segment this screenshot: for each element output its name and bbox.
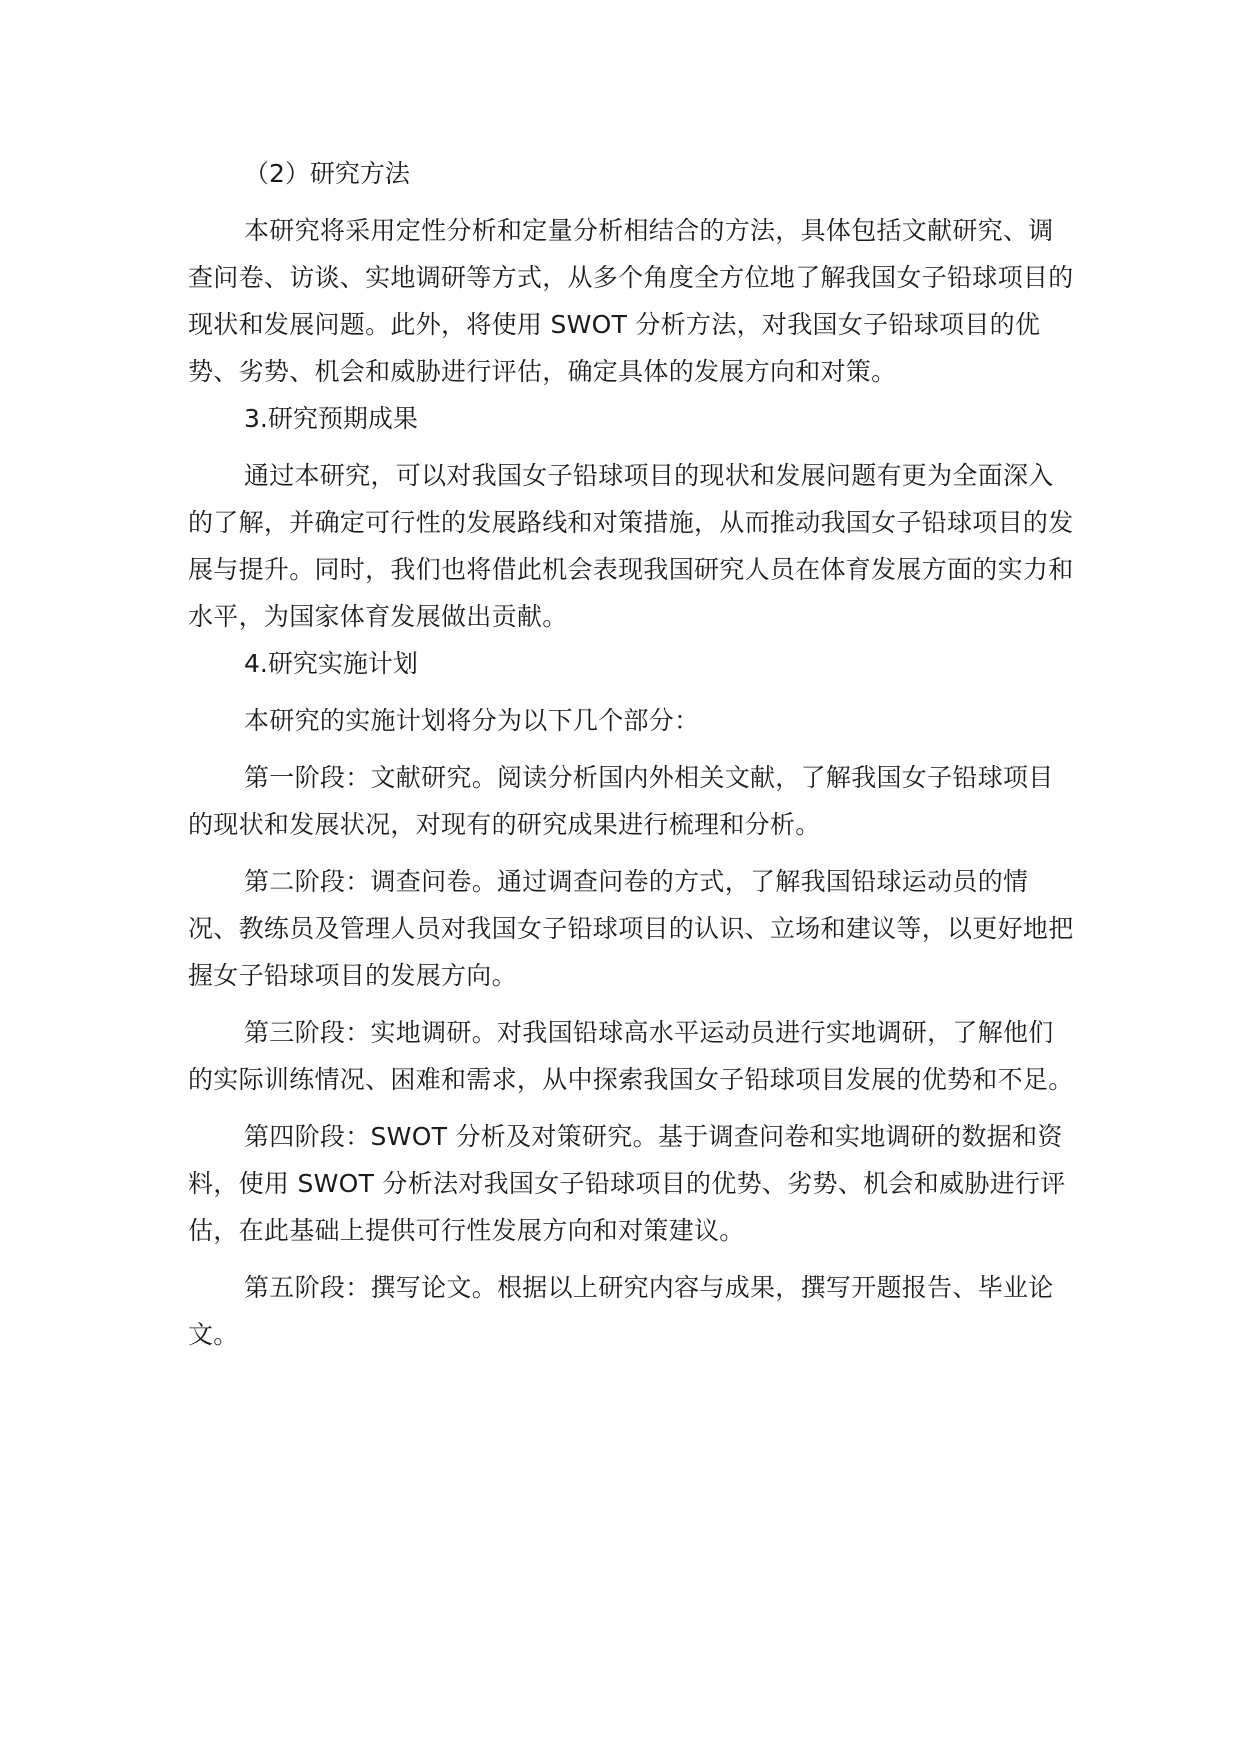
paragraph-stage-2: 第二阶段：调查问卷。通过调查问卷的方式，了解我国铅球运动员的情况、教练员及管理人员对我国女子铅球项目的认识、立场和建议等，以更好地把握女子铅球项目的发展方向。 [188, 867, 1074, 990]
section-heading-expected-results: 3.研究预期成果 [244, 404, 418, 433]
paragraph-expected-results: 通过本研究，可以对我国女子铅球项目的现状和发展问题有更为全面深入的了解，并确定可行性的发展路线和对策措施，从而推动我国女子铅球项目的发展与提升。同时，我们也将借此机会表现我国研究人员在体育发展方面的实力和水平，为国家体育发展做出贡献。 [188, 461, 1074, 631]
paragraph-stage-4: 第四阶段：SWOT 分析及对策研究。基于调查问卷和实地调研的数据和资料，使用 SWOT 分析法对我国女子铅球项目的优势、劣势、机会和威胁进行评估，在此基础上提供可行性发展方向和对策建议。 [188, 1122, 1066, 1245]
paragraph-stage-5: 第五阶段：撰写论文。根据以上研究内容与成果，撰写开题报告、毕业论文。 [188, 1273, 1054, 1349]
section-heading-implementation-plan: 4.研究实施计划 [244, 649, 418, 678]
document-body [188, 150, 1078, 1358]
paragraph-stage-1: 第一阶段：文献研究。阅读分析国内外相关文献，了解我国女子铅球项目的现状和发展状况，对现有的研究成果进行梳理和分析。 [188, 763, 1054, 839]
section-heading-methods: （2）研究方法 [244, 159, 410, 188]
paragraph-methods: 本研究将采用定性分析和定量分析相结合的方法，具体包括文献研究、调查问卷、访谈、实地调研等方式，从多个角度全方位地了解我国女子铅球项目的现状和发展问题。此外，将使用 SWOT 分析方法，对我国女子铅球项目的优势、劣势、机会和威胁进行评估，确定具体的发展方向和对策。 [188, 216, 1074, 386]
paragraph-stage-3: 第三阶段：实地调研。对我国铅球高水平运动员进行实地调研，了解他们的实际训练情况、困难和需求，从中探索我国女子铅球项目发展的优势和不足。 [188, 1018, 1074, 1094]
paragraph-plan-intro: 本研究的实施计划将分为以下几个部分： [244, 706, 700, 735]
